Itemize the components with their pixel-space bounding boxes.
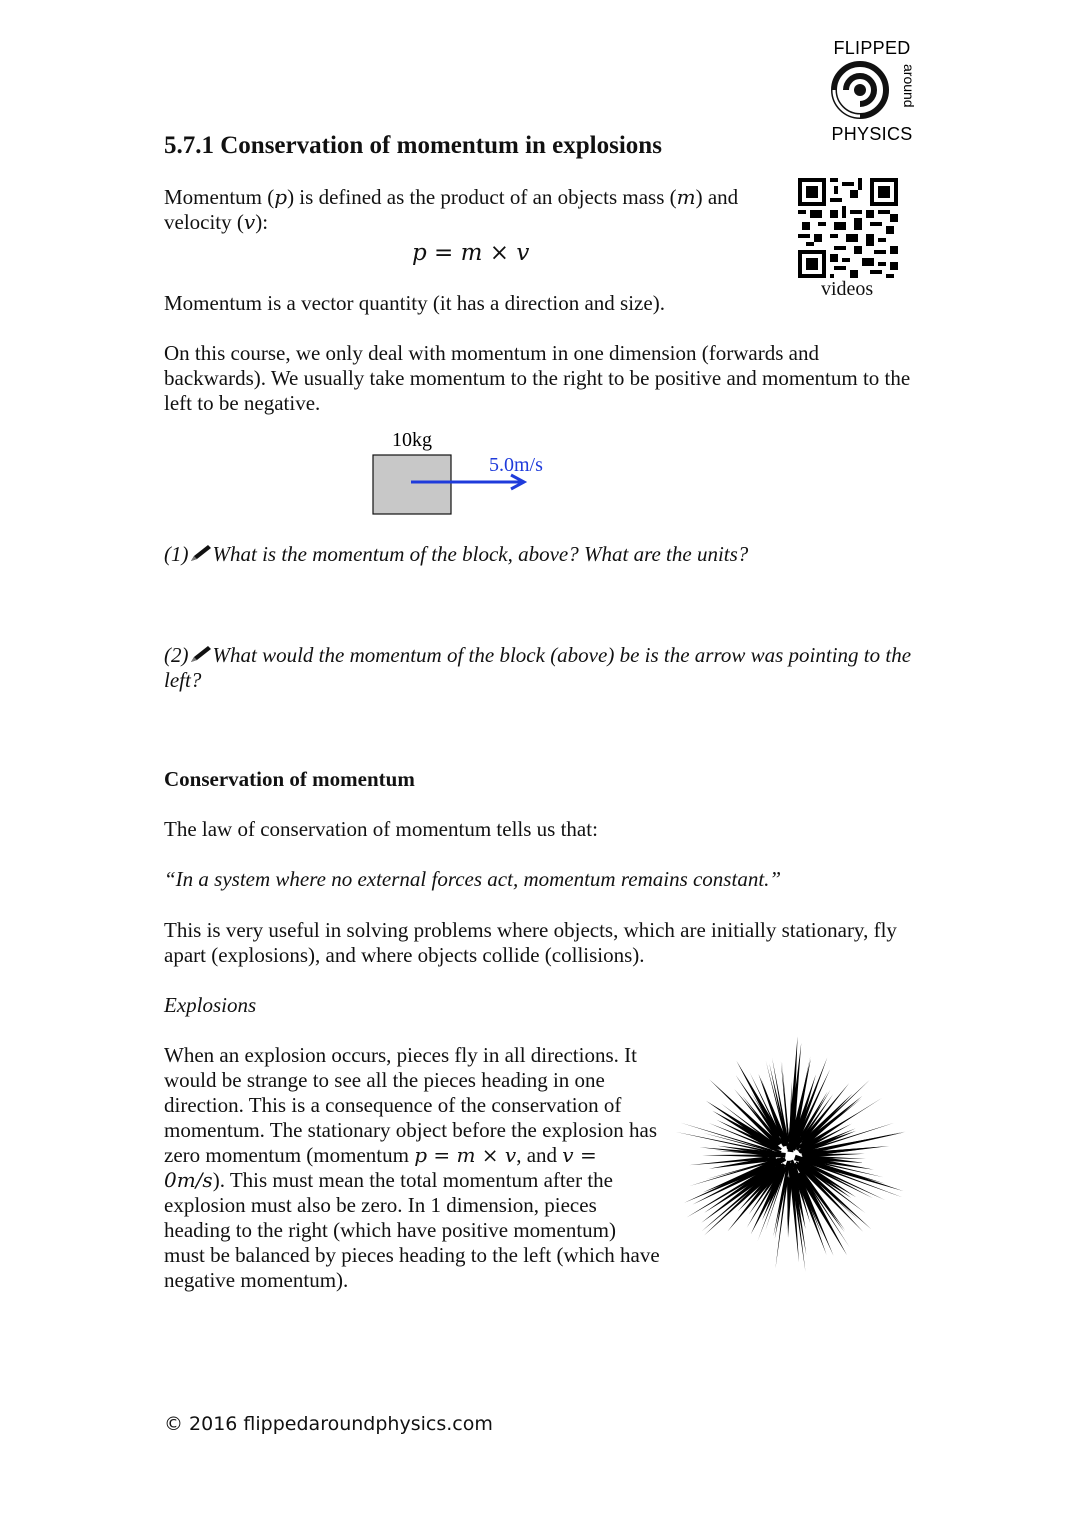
course-paragraph: On this course, we only deal with momentum in one dimension (forwards and backwards). We usually take momentum to the right to be positive and momentum to the left to be negative.	[164, 341, 911, 415]
symbol-p: p	[274, 185, 288, 209]
law-quote: “In a system where no external forces act, momentum remains constant.”	[164, 867, 782, 891]
spiral-icon	[834, 64, 886, 116]
pencil-icon	[189, 543, 213, 563]
subsection-heading: Explosions	[164, 993, 257, 1017]
logo-word-bottom: PHYSICS	[831, 124, 913, 144]
symbol-m: m	[676, 185, 696, 209]
momentum-formula: p = m × v	[412, 240, 530, 266]
mass-label: 10kg	[392, 429, 432, 451]
text-run: , and	[516, 1143, 563, 1167]
law-paragraph: The law of conservation of momentum tells us that:	[164, 817, 598, 841]
useful-paragraph: This is very useful in solving problems where objects, which are initially stationary, fly apart (explosions), and where objects collide (collisions).	[164, 918, 897, 967]
burst-spike	[807, 1154, 865, 1157]
question-number: (2)	[164, 643, 189, 667]
explosion-burst-illustration	[668, 1028, 918, 1278]
logo-word-side: around	[901, 64, 917, 108]
text-run: ). This must mean the total momentum after the explosion must also be zero. In 1 dimension, pieces heading to the right (which have positive momentum) must be balanced by pieces heading to the left (which have negative momentum).	[164, 1168, 660, 1292]
text-run: ) and velocity (	[164, 185, 739, 234]
question-1	[164, 542, 748, 567]
question-text: What is the momentum of the block, above? What are the units?	[212, 542, 749, 566]
logo-word-top: FLIPPED	[833, 38, 911, 58]
question-2	[164, 643, 924, 693]
inline-formula: v = 0m/s	[164, 1143, 597, 1192]
question-number: (1)	[164, 542, 189, 566]
explosion-paragraph	[164, 1043, 660, 1293]
inline-formula: p = m × v	[414, 1143, 517, 1167]
page-title: 5.7.1 Conservation of momentum in explosions	[164, 132, 662, 159]
vector-paragraph: Momentum is a vector quantity (it has a direction and size).	[164, 291, 665, 315]
burst-icon	[668, 1028, 918, 1278]
velocity-label: 5.0m/s	[489, 454, 543, 476]
flipped-around-physics-logo	[826, 38, 918, 146]
block	[373, 455, 451, 514]
pencil-icon	[189, 644, 213, 664]
symbol-v: v	[243, 210, 256, 234]
text-run: ) is defined as the product of an objects mass (	[287, 185, 677, 209]
qr-caption: videos	[821, 278, 874, 300]
text-run: ):	[255, 210, 269, 234]
text-run: When an explosion occurs, pieces fly in all directions. It would be strange to see all the pieces heading in one direction. This is a consequence of the conservation of momentum. The stationary object before the explosion has zero momentum (momentum	[164, 1043, 657, 1167]
footer-copyright: © 2016 flippedaroundphysics.com	[164, 1413, 493, 1435]
section-heading: Conservation of momentum	[164, 767, 415, 791]
text-run: Momentum (	[164, 185, 275, 209]
block-diagram	[360, 425, 570, 525]
question-text: What would the momentum of the block (above) be is the arrow was pointing to the left?	[164, 643, 912, 692]
momentum-definition-paragraph	[164, 185, 774, 235]
qr-code[interactable]	[798, 178, 898, 278]
